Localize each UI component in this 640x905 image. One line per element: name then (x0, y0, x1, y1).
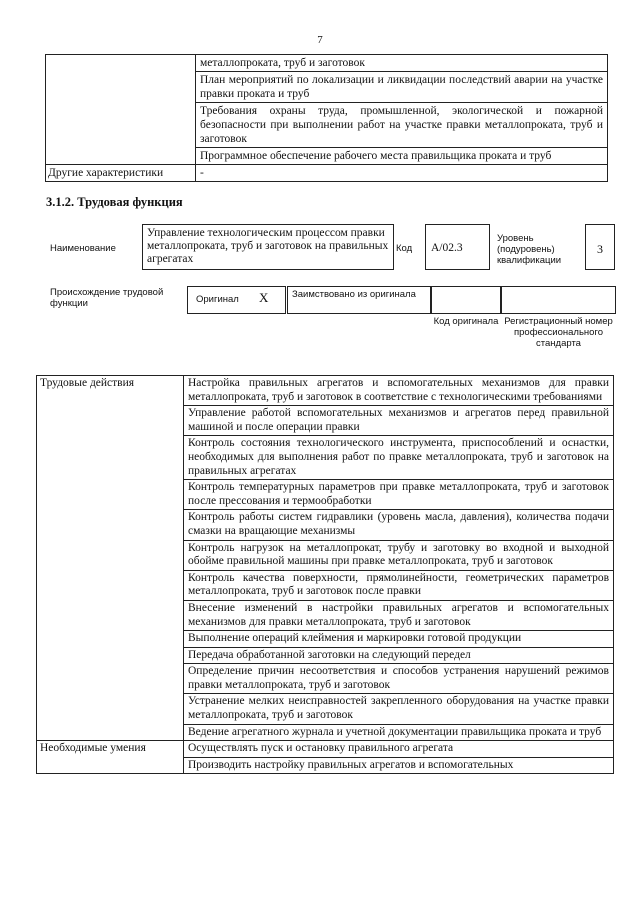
skills-label: Необходимые умения (37, 741, 184, 774)
reg-number-caption: Регистрационный номер профессионального стандарта (504, 316, 613, 349)
reg-number-box (501, 286, 616, 314)
code-label: Код (396, 243, 413, 254)
qualification-level-box: 3 (585, 224, 615, 270)
knowledge-label-cell (46, 55, 196, 165)
page-number: 7 (317, 34, 323, 46)
original-mark: X (259, 290, 269, 305)
labor-action-item: Определение причин несоответствия и способов устранения нарушений режимов правки металлопроката, труб и заготовок (184, 664, 614, 694)
labor-actions-label: Трудовые действия (37, 376, 184, 741)
qualification-level-label: Уровень (подуровень) квалификации (497, 233, 562, 266)
other-characteristics-label: Другие характеристики (46, 165, 196, 182)
knowledge-item: Требования охраны труда, промышленной, экологической и пожарной безопасности при выполнении работ на участке правки металлопроката, труб и заготовок (196, 103, 608, 148)
skill-item: Осуществлять пуск и остановку правильного агрегата (184, 741, 614, 758)
labor-action-item: Устранение мелких неисправностей закрепленного оборудования на участке правки металлопроката, труб и заготовок (184, 694, 614, 724)
borrowed-box: Заимствовано из оригинала (287, 286, 431, 314)
original-box (187, 286, 286, 314)
function-code-box: А/02.3 (425, 224, 490, 270)
labor-action-item: Управление работой вспомогательных механизмов и агрегатов перед правильной машиной и после операции правки (184, 406, 614, 436)
labor-action-item: Передача обработанной заготовки на следующий передел (184, 647, 614, 664)
labor-action-item: Ведение агрегатного журнала и учетной документации правильщика проката и труб (184, 724, 614, 741)
table-row (46, 165, 608, 182)
origin-code-box (431, 286, 501, 314)
labor-action-item: Контроль температурных параметров при правке металлопроката, труб и заготовок после прессования и термообработки (184, 480, 614, 510)
labor-action-item: Контроль нагрузок на металлопрокат, трубу и заготовку во входной и выходной обойме правильной машины при правке металлопроката, труб и заготовок (184, 540, 614, 570)
labor-action-item: Выполнение операций клеймения и маркировки готовой продукции (184, 631, 614, 648)
labor-action-item: Контроль качества поверхности, прямолинейности, геометрических параметров металлопроката, труб и заготовок после правки (184, 570, 614, 600)
knowledge-item: Программное обеспечение рабочего места правильщика проката и труб (196, 148, 608, 165)
table-row (46, 55, 608, 72)
skill-item: Производить настройку правильных агрегатов и вспомогательных (184, 757, 614, 774)
name-label: Наименование (50, 243, 116, 254)
labor-action-item: Внесение изменений в настройки правильных агрегатов и вспомогательных механизмов для правки металлопроката, труб и заготовок (184, 600, 614, 630)
labor-action-item: Контроль работы систем гидравлики (уровень масла, давления), количества подачи смазки на вращающие механизмы (184, 510, 614, 540)
origin-label: Происхождение трудовой функции (50, 287, 164, 309)
table-row (37, 376, 614, 406)
section-title: 3.1.2. Трудовая функция (46, 195, 183, 209)
original-label: Оригинал (196, 294, 239, 305)
labor-function-table (36, 375, 614, 774)
knowledge-item: План мероприятий по локализации и ликвидации последствий аварии на участке правки проката и труб (196, 72, 608, 103)
knowledge-item: металлопроката, труб и заготовок (196, 55, 608, 72)
labor-action-item: Настройка правильных агрегатов и вспомогательных механизмов для правки металлопроката, труб и заготовок в соответствие с технологическими требованиями (184, 376, 614, 406)
labor-action-item: Контроль состояния технологического инструмента, приспособлений и оснастки, необходимых для выполнения работ по правке металлопроката, труб и заготовок на правильных агрегатах (184, 436, 614, 480)
other-characteristics-value: - (196, 165, 608, 182)
continuation-table (45, 54, 608, 182)
function-name-box: Управление технологическим процессом правки металлопроката, труб и заготовок на правильных агрегатах (142, 224, 394, 270)
origin-code-caption: Код оригинала (433, 316, 499, 327)
table-row (37, 741, 614, 758)
